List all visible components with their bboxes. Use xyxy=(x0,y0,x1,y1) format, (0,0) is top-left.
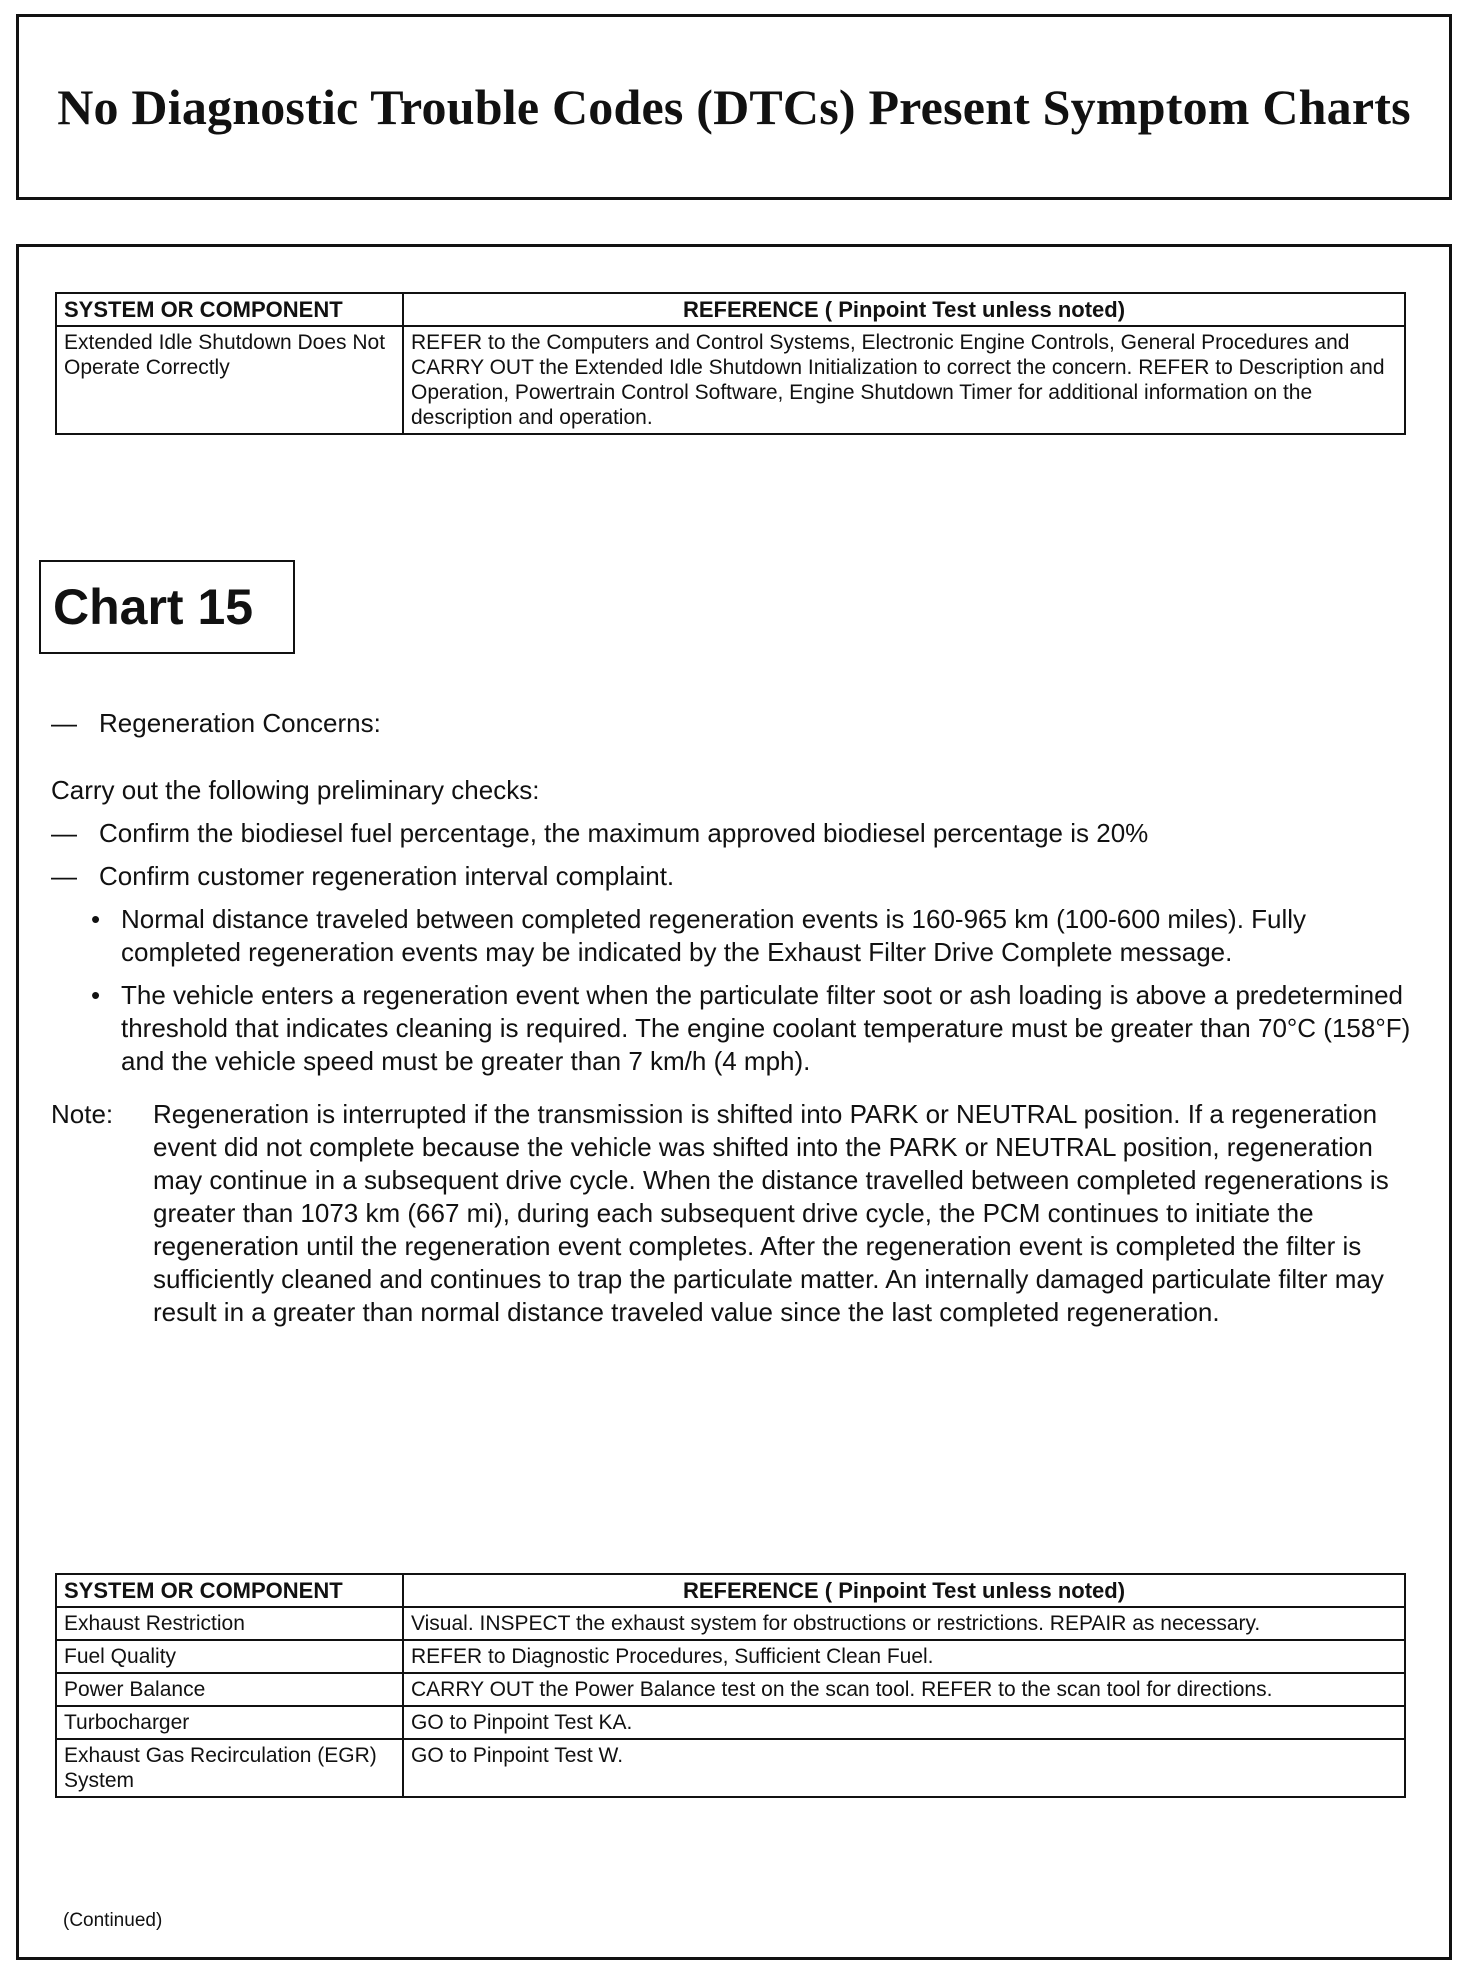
note-text: Regeneration is interrupted if the transmission is shifted into PARK or NEUTRAL position. If a regeneration event did not complete because the vehicle was shifted into the PARK or NEUTRAL position, regeneration may continue in a subsequent drive cycle. When the distance travelled between completed regenerations is greater than 1073 km (667 mi), during each subsequent drive cycle, the PCM continues to initiate the regeneration until the regeneration event completes. After the regeneration event is completed the filter is sufficiently cleaned and continues to trap the particulate matter. An internally damaged particulate filter may result in a greater than normal distance traveled value since the last completed regeneration. xyxy=(153,1099,1389,1327)
component-cell: Exhaust Gas Recirculation (EGR) System xyxy=(56,1739,403,1797)
table-row xyxy=(56,326,1405,434)
title-box xyxy=(16,14,1452,200)
reference-cell: Visual. INSPECT the exhaust system for obstructions or restrictions. REPAIR as necessary. xyxy=(403,1607,1405,1640)
bullet-text: The vehicle enters a regeneration event when the particulate filter soot or ash loading is above a predetermined threshold that indicates cleaning is required. The engine coolant temperature must be greater than 70°C (158°F) and the vehicle speed must be greater than 7 km/h (4 mph). xyxy=(121,980,1411,1076)
check-item xyxy=(51,817,1426,850)
bullet-mark: • xyxy=(91,980,101,1010)
preliminary-text: Carry out the following preliminary checks: xyxy=(51,775,540,805)
component-cell: Extended Idle Shutdown Does Not Operate Correctly xyxy=(56,326,403,434)
reference-cell: REFER to the Computers and Control Systems, Electronic Engine Controls, General Procedures and CARRY OUT the Extended Idle Shutdown Initialization to correct the concern. REFER to Description and Operation, Powertrain Control Software, Engine Shutdown Timer for additional information on the description and operation. xyxy=(403,326,1405,434)
dash-mark: — xyxy=(51,708,77,738)
reference-table-2 xyxy=(55,1573,1406,1798)
column-header-reference: REFERENCE ( Pinpoint Test unless noted) xyxy=(403,1574,1405,1607)
note-label: Note: xyxy=(51,1099,114,1129)
note-block xyxy=(51,1098,1426,1329)
table-row xyxy=(56,1607,1405,1640)
bullet-item xyxy=(91,903,1426,969)
check-text: Confirm the biodiesel fuel percentage, the maximum approved biodiesel percentage is 20% xyxy=(99,818,1149,848)
reference-cell: GO to Pinpoint Test W. xyxy=(403,1739,1405,1797)
component-cell: Exhaust Restriction xyxy=(56,1607,403,1640)
concern-text: Regeneration Concerns: xyxy=(99,708,381,738)
bullet-item xyxy=(91,979,1426,1078)
check-item xyxy=(51,860,1426,893)
continued-label: (Continued) xyxy=(63,1910,163,1931)
column-header-reference: REFERENCE ( Pinpoint Test unless noted) xyxy=(403,293,1405,326)
concern-line xyxy=(51,707,1426,740)
table-row xyxy=(56,1640,1405,1673)
table-row xyxy=(56,1706,1405,1739)
content-box xyxy=(16,244,1452,1960)
component-cell: Power Balance xyxy=(56,1673,403,1706)
reference-table-1 xyxy=(55,292,1406,435)
table-row xyxy=(56,1739,1405,1797)
check-text: Confirm customer regeneration interval complaint. xyxy=(99,861,675,891)
reference-cell: CARRY OUT the Power Balance test on the scan tool. REFER to the scan tool for directions. xyxy=(403,1673,1405,1706)
table-header-row xyxy=(56,293,1405,326)
chart-heading: Chart 15 xyxy=(39,560,295,654)
table-row xyxy=(56,1673,1405,1706)
column-header-component: SYSTEM OR COMPONENT xyxy=(56,1574,403,1607)
component-cell: Fuel Quality xyxy=(56,1640,403,1673)
chart-body xyxy=(51,707,1426,1329)
table-header-row xyxy=(56,1574,1405,1607)
column-header-component: SYSTEM OR COMPONENT xyxy=(56,293,403,326)
dash-mark: — xyxy=(51,818,77,848)
bullet-mark: • xyxy=(91,904,101,934)
reference-cell: REFER to Diagnostic Procedures, Sufficient Clean Fuel. xyxy=(403,1640,1405,1673)
reference-cell: GO to Pinpoint Test KA. xyxy=(403,1706,1405,1739)
bullet-text: Normal distance traveled between completed regeneration events is 160-965 km (100-600 miles). Fully completed regeneration events may be indicated by the Exhaust Filter Drive Complete message. xyxy=(121,904,1307,967)
component-cell: Turbocharger xyxy=(56,1706,403,1739)
page-title: No Diagnostic Trouble Codes (DTCs) Present Symptom Charts xyxy=(57,78,1411,135)
dash-mark: — xyxy=(51,861,77,891)
